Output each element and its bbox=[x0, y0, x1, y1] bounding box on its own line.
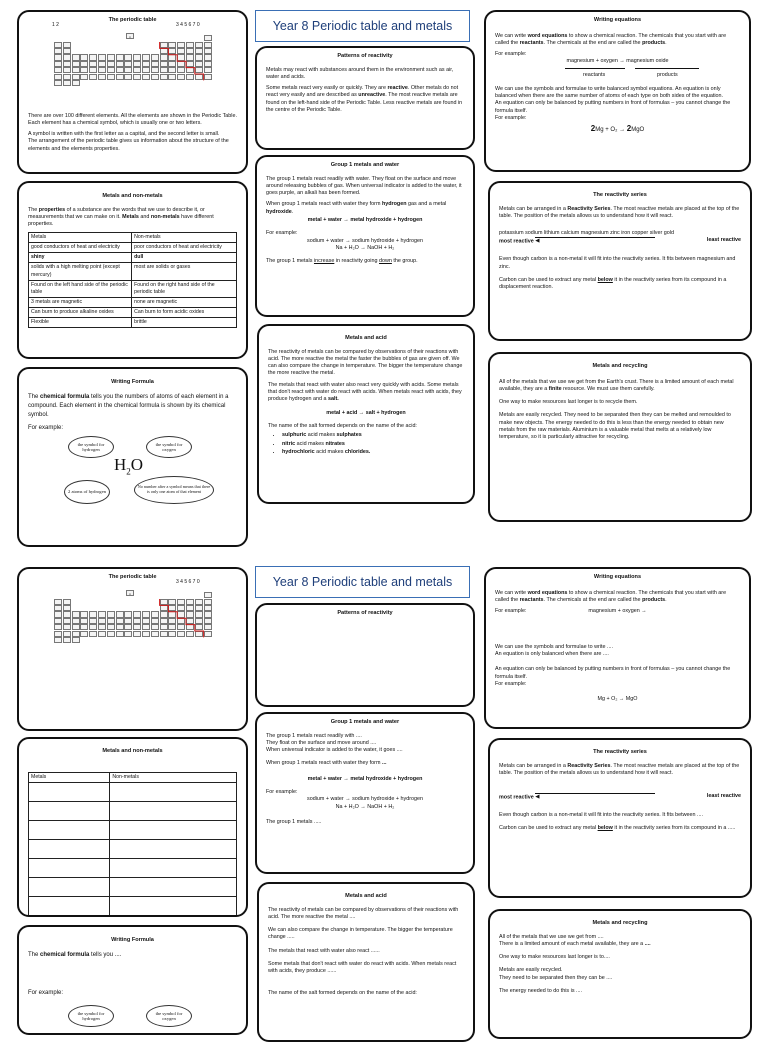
text: . bbox=[665, 39, 667, 46]
text: . The most reactive metals are placed at the top of the table. The position of the metals allows us to understand how it will react. bbox=[499, 205, 740, 219]
writing-equations-card-worksheet bbox=[484, 567, 751, 729]
table-row bbox=[29, 839, 237, 858]
blank-cell[interactable] bbox=[110, 820, 237, 839]
group1-p2 bbox=[266, 201, 464, 216]
recycling-line: Metals are easily recycled. bbox=[499, 967, 563, 974]
text-bold: finite bbox=[548, 385, 562, 392]
page-title-box bbox=[255, 10, 470, 42]
reactivity-line[interactable] bbox=[499, 825, 741, 832]
blank-cell[interactable] bbox=[29, 839, 110, 858]
text-bold: products bbox=[642, 39, 666, 46]
text: acid makes bbox=[314, 448, 345, 455]
text: and bbox=[138, 213, 151, 220]
acid-p3: The name of the salt formed depends on the name of the acid: bbox=[268, 422, 417, 429]
table-row bbox=[29, 243, 237, 253]
equations-word-eq: magnesium + oxygen → magnesium oxide bbox=[566, 58, 669, 65]
properties-table bbox=[28, 232, 237, 327]
recycling-line[interactable]: One way to make resources last longer is to.... bbox=[499, 954, 610, 961]
text-underlined: below bbox=[597, 276, 613, 283]
balanced-equation-blank: Mg + O₂ → MgO bbox=[597, 696, 638, 703]
table-row bbox=[29, 280, 237, 297]
recycling-card bbox=[488, 352, 752, 522]
reactants-bracket bbox=[565, 68, 625, 69]
group1-card-worksheet bbox=[255, 712, 475, 874]
acid-word-equation: metal + acid → salt + hydrogen bbox=[326, 409, 406, 416]
text-bold: Reactivity Series bbox=[567, 205, 611, 212]
text: . bbox=[665, 596, 667, 603]
products-bracket bbox=[635, 68, 699, 69]
card-title: Group 1 metals and water bbox=[330, 162, 400, 168]
h2o-diagram bbox=[28, 1001, 237, 1031]
card-title: Writing Formula bbox=[111, 937, 154, 943]
blank-cell[interactable] bbox=[110, 877, 237, 896]
text: The bbox=[28, 206, 39, 213]
blank-cell[interactable] bbox=[29, 782, 110, 801]
table-cell: solids with a high melting point (except mercury) bbox=[29, 263, 132, 280]
periodic-table-card-worksheet bbox=[17, 567, 248, 731]
text-bold: word equations bbox=[527, 589, 568, 596]
text-bold: products bbox=[642, 596, 666, 603]
card-title: Metals and acid bbox=[345, 335, 387, 341]
text: . Other metals do not react very easily and are described as bbox=[266, 85, 459, 99]
text: The bbox=[28, 951, 41, 958]
acid-line: The name of the salt formed depends on the name of the acid: bbox=[268, 989, 417, 996]
equations-example2: For example: bbox=[495, 114, 527, 121]
text: to show a chemical reaction. The chemicals that you start with are called the bbox=[495, 589, 727, 603]
text: MgO bbox=[631, 127, 645, 134]
text: We can write bbox=[495, 589, 528, 596]
h2o-formula bbox=[114, 454, 143, 478]
text-bold: hydroxide bbox=[266, 208, 292, 215]
card-title: Metals and non-metals bbox=[102, 193, 163, 199]
text-bold: unreactive bbox=[358, 92, 386, 99]
card-title: Writing Formula bbox=[111, 379, 154, 385]
text-bold: least reactive bbox=[706, 793, 741, 800]
text-bold: non-metals bbox=[150, 213, 180, 220]
text-bold: chemical formula bbox=[40, 393, 90, 400]
text: of a substance are the words that we use to describe it, or measurements that we can make on it. bbox=[28, 206, 205, 220]
metals-nonmetals-card bbox=[17, 181, 248, 359]
reactivity-p3 bbox=[499, 277, 741, 292]
card-title: Metals and recycling bbox=[592, 920, 648, 926]
text-underlined: down bbox=[379, 258, 392, 265]
text-bold: Reactivity Series bbox=[567, 762, 611, 769]
text: There is a limited amount of each metal available, they are a bbox=[499, 940, 645, 947]
properties-table-blank bbox=[28, 772, 237, 916]
table-cell: 3 metals are magnetic bbox=[29, 297, 132, 307]
card-title: Patterns of reactivity bbox=[337, 53, 393, 59]
table-row bbox=[29, 317, 237, 327]
group1-word-equation: metal + water → metal hydroxide + hydrogen bbox=[307, 217, 423, 224]
text: 2 bbox=[126, 466, 131, 477]
reactivity-p1 bbox=[499, 763, 741, 778]
text-bold: 2 bbox=[626, 124, 632, 134]
group1-line[interactable]: The group 1 metals react readily with .... bbox=[266, 732, 362, 739]
table-row bbox=[29, 801, 237, 820]
reactivity-p2: Even though carbon is a non-metal it will fit into the reactivity series. It fits between magnesium and zinc. bbox=[499, 256, 736, 270]
text-bold: nitric bbox=[282, 440, 296, 447]
formula-text bbox=[28, 951, 237, 959]
table-cell: dull bbox=[132, 253, 237, 263]
column-header: Non-metals bbox=[132, 233, 237, 243]
text: . The chemicals at the end are called the bbox=[543, 596, 643, 603]
card-title: Patterns of reactivity bbox=[337, 610, 393, 616]
text-bold: nitrates bbox=[325, 440, 345, 447]
blank-cell[interactable] bbox=[110, 896, 237, 915]
text: When group 1 metals react with water they form bbox=[266, 201, 382, 208]
table-row bbox=[29, 896, 237, 915]
text: tells you .... bbox=[89, 951, 122, 958]
text: have different properties. bbox=[28, 213, 214, 228]
text: The group 1 metals bbox=[266, 258, 314, 265]
equations-line[interactable]: An equation is only balanced when there are .... bbox=[495, 651, 609, 658]
metals-nonmetals-card-worksheet bbox=[17, 737, 248, 917]
text-bold: sulphates bbox=[336, 432, 362, 439]
blank-cell[interactable] bbox=[29, 877, 110, 896]
products-label: products bbox=[657, 71, 678, 78]
reactants-products-brackets bbox=[495, 68, 740, 82]
periodic-text-1: There are over 100 different elements. All the elements are shown in the Periodic Table. Each element has a chemical symbol, which is usually one or two letters. bbox=[28, 112, 237, 126]
reactivity-metals: potassium sodium lithium calcium magnesium zinc iron copper silver gold bbox=[499, 230, 674, 237]
group1-line[interactable]: They float on the surface and move around .... bbox=[266, 739, 377, 746]
card-title: Writing equations bbox=[593, 17, 642, 23]
text: gas and a metal bbox=[406, 201, 447, 208]
text: tells you the numbers of atoms of each element in a compound. Each element in the chemical formula is shown by its chemical symbol. bbox=[28, 393, 229, 418]
periodic-text-3: The arrangement of the periodic table gives us information about the structure of the elements and the elements properties. bbox=[28, 138, 229, 152]
writing-formula-card bbox=[17, 367, 248, 547]
card-title: Metals and non-metals bbox=[102, 748, 163, 754]
text-bold: word equations bbox=[527, 32, 568, 39]
equations-p1 bbox=[495, 33, 740, 48]
text: We can write bbox=[495, 32, 528, 39]
table-row bbox=[29, 253, 237, 263]
hydrogen-cell: H bbox=[126, 590, 134, 596]
text-bold: least reactive bbox=[706, 237, 741, 244]
text-bold: sulphuric bbox=[282, 432, 307, 439]
text-bold: chlorides. bbox=[344, 448, 371, 455]
group1-eq-words: sodium + water → sodium hydroxide + hydrogen bbox=[307, 796, 423, 803]
writing-formula-card-worksheet bbox=[17, 925, 248, 1035]
card-title: The periodic table bbox=[108, 17, 157, 23]
table-cell: good conductors of heat and electricity bbox=[29, 243, 132, 253]
table-cell: Can burn to produce alkaline oxides bbox=[29, 307, 132, 317]
blank-cell[interactable] bbox=[29, 896, 110, 915]
group1-line[interactable]: The group 1 metals ..... bbox=[266, 818, 322, 825]
text-bold: most reactive bbox=[499, 794, 534, 801]
table-header-row bbox=[29, 233, 237, 243]
recycling-line[interactable]: They need to be separated then they can be .... bbox=[499, 974, 613, 981]
hydrogen-cell: H bbox=[126, 33, 134, 39]
text: . The most reactive metals are placed at the top of the table. The position of the metals allows us to understand how it will react. bbox=[499, 762, 740, 776]
bubble-two-hydrogen: 2 atoms of hydrogen bbox=[64, 480, 110, 504]
page-title-box-worksheet bbox=[255, 566, 470, 598]
metal-nonmetal-divider bbox=[50, 588, 228, 666]
blank-cell[interactable] bbox=[29, 858, 110, 877]
bubble-oxygen-symbol: the symbol for oxygen bbox=[146, 1005, 192, 1027]
card-title: Metals and acid bbox=[345, 893, 387, 899]
blank-cell[interactable] bbox=[110, 858, 237, 877]
text-bold: reactants bbox=[519, 39, 544, 46]
group1-eq-words: sodium + water → sodium hydroxide + hydrogen bbox=[307, 237, 423, 244]
table-row bbox=[29, 297, 237, 307]
list-item bbox=[282, 441, 464, 448]
text: it in the reactivity series from its compound in a ..... bbox=[612, 825, 736, 832]
recycling-line[interactable]: The energy needed to do this is .... bbox=[499, 988, 583, 995]
table-cell: brittle bbox=[132, 317, 237, 327]
writing-equations-card bbox=[484, 10, 751, 172]
acid-p1: The reactivity of metals can be compared by observations of their reactions with acid. The more reactive the metal the faster the bubbles of gas are given off. We can also compare the change in temperature. The bigger the temperature change the more reactive the metal. bbox=[268, 348, 463, 377]
group-numbers-right: 3 4 5 6 7 0 bbox=[176, 21, 200, 28]
equations-example: For example: bbox=[495, 608, 527, 615]
text-bold: reactive bbox=[387, 85, 408, 92]
metals-acid-card bbox=[257, 324, 475, 504]
recycling-card-worksheet bbox=[488, 909, 752, 1039]
card-title: Metals and recycling bbox=[592, 363, 648, 369]
acid-list bbox=[282, 432, 464, 456]
column-header: Metals bbox=[29, 233, 132, 243]
text: Carbon can be used to extract any metal bbox=[499, 276, 598, 283]
text-bold: properties bbox=[38, 206, 66, 213]
group1-example: For example: bbox=[266, 230, 298, 237]
metals-intro bbox=[28, 207, 237, 229]
text-bold: Metals bbox=[122, 213, 139, 220]
text: acid makes bbox=[295, 440, 326, 447]
card-title: The periodic table bbox=[108, 574, 157, 580]
group1-line[interactable]: When universal indicator is added to the water, it goes .... bbox=[266, 747, 403, 754]
reactivity-series-card-worksheet bbox=[488, 738, 752, 898]
reactivity-p1 bbox=[499, 206, 741, 221]
table-row bbox=[29, 877, 237, 896]
text: . The most reactive metals are found on the left-hand side of the Periodic Table. Less reactive metals are found in the centre of the Periodic Table. bbox=[266, 92, 463, 114]
reactivity-line[interactable]: Even though carbon is a non-metal it will fit into the reactivity series. It fits between .... bbox=[499, 812, 704, 819]
text-underlined: increase bbox=[313, 258, 335, 265]
text-bold: ... bbox=[381, 760, 387, 767]
text-bold: chemical formula bbox=[40, 951, 90, 958]
group1-line[interactable] bbox=[266, 760, 464, 767]
card-title: Writing equations bbox=[593, 574, 642, 580]
card-title: The reactivity series bbox=[593, 192, 647, 198]
recycling-line[interactable] bbox=[499, 941, 741, 948]
group-numbers-right: 3 4 5 6 7 0 bbox=[176, 578, 200, 585]
text: O bbox=[130, 454, 144, 474]
arrow-left-icon: ◀ bbox=[535, 793, 655, 801]
text-bold: reactants bbox=[519, 596, 544, 603]
divider-line bbox=[160, 599, 204, 637]
table-cell: most are solids or gases bbox=[132, 263, 237, 280]
formula-text bbox=[28, 393, 237, 420]
text: resource. We must use them carefully. bbox=[561, 385, 655, 392]
bubble-one-atom-note: No number after a symbol means that there is only one atom of that element bbox=[134, 476, 214, 504]
text: Some metals react very easily or quickly. They are bbox=[266, 85, 388, 92]
text: to show a chemical reaction. The chemicals that you start with are called the bbox=[495, 32, 727, 46]
reactivity-arrow-row bbox=[499, 237, 741, 246]
table-cell: poor conductors of heat and electricity bbox=[132, 243, 237, 253]
table-cell: Found on the right hand side of the periodic table bbox=[132, 280, 237, 297]
patterns-card bbox=[255, 46, 475, 150]
text-bold: salt. bbox=[327, 396, 339, 403]
text: The metals that react with water also react very quickly with acids. Some metals that don't react with water do react with acids. When metals react with acids, they produce hydrogen and a bbox=[268, 381, 462, 403]
table-row bbox=[29, 263, 237, 280]
table-row bbox=[29, 858, 237, 877]
metals-acid-card-worksheet bbox=[257, 882, 475, 1042]
page-title: Year 8 Periodic table and metals bbox=[272, 575, 453, 589]
card-title: The reactivity series bbox=[593, 749, 647, 755]
equations-example2: For example: bbox=[495, 680, 527, 687]
equations-line[interactable]: We can use the symbols and formulae to write .... bbox=[495, 643, 613, 650]
text-bold: 2 bbox=[590, 124, 596, 134]
text: The bbox=[28, 393, 41, 400]
blank-cell[interactable] bbox=[29, 801, 110, 820]
equations-p3: An equation can only be balanced by putting numbers in front of formulas – you cannot change the formula itself. bbox=[495, 100, 731, 114]
text: . The chemicals at the end are called the bbox=[543, 39, 643, 46]
arrow-left-icon: ◀ bbox=[535, 237, 655, 245]
equations-p2: We can use the symbols and formulae to write balanced symbol equations. An equation is only balanced when there are the same number of atoms of each type on both sides of the equation. bbox=[495, 85, 724, 100]
equations-p3: An equation can only be balanced by putting numbers in front of formulas – you cannot change the formula itself. bbox=[495, 666, 731, 680]
equations-p1 bbox=[495, 590, 740, 605]
text: All of the metals that we use we get from the Earth's crust. There is a limited amount of each metal available, they are a bbox=[499, 378, 734, 392]
card-title: Group 1 metals and water bbox=[330, 719, 400, 725]
bubble-oxygen-symbol: the symbol for oxygen bbox=[146, 436, 192, 458]
text: Metals can be arranged in a bbox=[499, 205, 568, 212]
patterns-card-worksheet bbox=[255, 603, 475, 707]
recycling-p3: Metals are easily recycled. They need to be separated then they can be melted and remoulded to make new objects. The energy needed to do this is less than the energy needed to obtain new metals from the raw materials. Aluminium is a valuable metal that melts at a relatively low temperature, so it is particularly attractive for recycling. bbox=[499, 412, 731, 441]
text: it in the reactivity series from its compound in a displacement reaction. bbox=[499, 276, 727, 291]
blank-cell[interactable] bbox=[110, 782, 237, 801]
blank-cell[interactable] bbox=[110, 839, 237, 858]
text-bold: .... bbox=[644, 940, 651, 947]
periodic-table-diagram bbox=[50, 578, 228, 666]
reactants-label: reactants bbox=[583, 71, 606, 78]
recycling-p2: One way to make resources last longer is to recycle them. bbox=[499, 399, 638, 406]
text: Metals can be arranged in a bbox=[499, 762, 568, 769]
group1-p3 bbox=[266, 258, 464, 265]
reactivity-arrow-row bbox=[499, 793, 741, 802]
acid-line[interactable]: Some metals that don't react with water do react with acids. When metals react with acids, they produce ...... bbox=[268, 961, 457, 975]
table-cell: Flexible bbox=[29, 317, 132, 327]
list-item bbox=[282, 432, 464, 439]
text-bold: most reactive bbox=[499, 239, 534, 246]
column-header: Metals bbox=[29, 772, 110, 782]
recycling-p1 bbox=[499, 379, 741, 394]
equations-example: For example: bbox=[495, 51, 527, 58]
group1-card bbox=[255, 155, 475, 317]
table-row bbox=[29, 782, 237, 801]
formula-example-label: For example: bbox=[28, 989, 64, 996]
acid-line[interactable]: We can also compare the change in temperature. The bigger the temperature change ..... bbox=[268, 927, 453, 941]
text: in reactivity going bbox=[334, 258, 379, 265]
text: the group. bbox=[391, 258, 418, 265]
group1-p1: The group 1 metals react readily with water. They float on the surface and move around releasing bubbles of gas. When universal indicator is added to the water, it goes purple, an alkali has been formed. bbox=[266, 175, 462, 197]
periodic-text-2: A symbol is written with the first letter as a capital, and the second letter is small. bbox=[28, 131, 220, 138]
group1-example: For example: bbox=[266, 789, 298, 796]
group1-eq-symbols: Na + H₂O → NaOH + H₂ bbox=[335, 244, 395, 251]
metal-nonmetal-divider bbox=[50, 31, 228, 109]
group1-word-equation: metal + water → metal hydroxide + hydrogen bbox=[307, 775, 423, 782]
table-cell: Found on the left hand side of the periodic table bbox=[29, 280, 132, 297]
table-row bbox=[29, 307, 237, 317]
text-bold: hydrogen bbox=[381, 201, 407, 208]
patterns-p1: Metals may react with substances around them in the environment such as air, water and acids. bbox=[266, 66, 454, 80]
divider-line bbox=[160, 42, 204, 80]
formula-example-label: For example: bbox=[28, 424, 64, 431]
text-underlined: below bbox=[597, 825, 613, 832]
table-row bbox=[29, 820, 237, 839]
text: acid makes bbox=[306, 432, 337, 439]
group-numbers-left: 1 2 bbox=[52, 21, 59, 28]
h2o-diagram bbox=[28, 436, 237, 516]
table-cell: none are magnetic bbox=[132, 297, 237, 307]
bubble-hydrogen-symbol: the symbol for hydrogen bbox=[68, 436, 114, 458]
text: Mg + O₂ → bbox=[595, 127, 627, 134]
page-title: Year 8 Periodic table and metals bbox=[272, 19, 453, 33]
text: . bbox=[291, 208, 294, 215]
recycling-line[interactable]: All of the metals that we use we get from .... bbox=[499, 933, 604, 940]
text: H bbox=[114, 454, 127, 474]
table-cell: shiny bbox=[29, 253, 132, 263]
acid-line[interactable]: The metals that react with water also react ...... bbox=[268, 947, 380, 954]
periodic-table-card bbox=[17, 10, 248, 174]
table-header-row bbox=[29, 772, 237, 782]
text: When group 1 metals react with water they form bbox=[266, 760, 382, 767]
acid-p2 bbox=[268, 382, 464, 404]
patterns-p2 bbox=[266, 85, 464, 114]
text: Carbon can be used to extract any metal bbox=[499, 825, 598, 832]
list-item bbox=[282, 449, 464, 456]
reactivity-series-card bbox=[488, 181, 752, 341]
acid-line[interactable]: The reactivity of metals can be compared by observations of their reactions with acid. The more reactive the metal .... bbox=[268, 906, 459, 920]
blank-cell[interactable] bbox=[110, 801, 237, 820]
periodic-table-diagram bbox=[50, 21, 228, 109]
column-header: Non-metals bbox=[110, 772, 237, 782]
text-bold: hydrochloric bbox=[282, 448, 315, 455]
table-cell: Can burn to form acidic oxides bbox=[132, 307, 237, 317]
bubble-hydrogen-symbol: the symbol for hydrogen bbox=[68, 1005, 114, 1027]
blank-cell[interactable] bbox=[29, 820, 110, 839]
balanced-equation bbox=[495, 124, 740, 135]
group1-eq-symbols: Na + H₂O → NaOH + H₂ bbox=[335, 803, 395, 810]
equations-word-eq-partial: magnesium + oxygen → bbox=[588, 608, 647, 615]
